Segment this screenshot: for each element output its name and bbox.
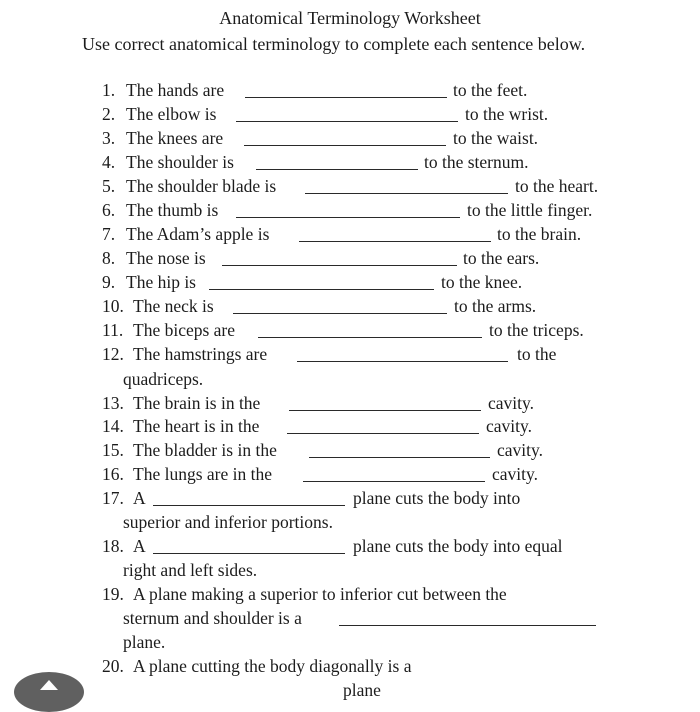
item-continuation: plane xyxy=(343,680,381,700)
answer-blank[interactable] xyxy=(258,337,482,338)
item-number: 5. xyxy=(102,176,116,196)
item-number: 10. xyxy=(102,296,124,316)
answer-blank[interactable] xyxy=(233,313,447,314)
item-text-after: to the wrist. xyxy=(465,104,549,124)
item-text-after: to the heart. xyxy=(515,176,599,196)
item-text: A plane making a superior to inferior cut between the xyxy=(133,584,507,604)
answer-blank[interactable] xyxy=(236,121,458,122)
item-text-after: cavity. xyxy=(492,464,538,484)
item-text: The Adam’s apple is xyxy=(126,224,270,244)
scroll-up-icon[interactable] xyxy=(14,672,84,712)
item-number: 13. xyxy=(102,393,124,413)
item-text-after: plane cuts the body into equal xyxy=(353,536,563,556)
item-number: 19. xyxy=(102,584,124,604)
answer-blank[interactable] xyxy=(153,505,345,506)
answer-blank[interactable] xyxy=(236,217,460,218)
item-text-after: to the ears. xyxy=(463,248,540,268)
item-number: 18. xyxy=(102,536,124,556)
answer-blank[interactable] xyxy=(244,145,446,146)
item-number: 12. xyxy=(102,344,124,364)
answer-blank[interactable] xyxy=(299,241,491,242)
item-text-after: to the xyxy=(517,344,557,364)
item-text-after: to the knee. xyxy=(441,272,523,292)
item-text: The hip is xyxy=(126,272,196,292)
answer-blank[interactable] xyxy=(339,625,596,626)
item-continuation: plane. xyxy=(123,632,166,652)
item-text: The lungs are in the xyxy=(133,464,272,484)
item-number: 9. xyxy=(102,272,116,292)
item-number: 17. xyxy=(102,488,124,508)
item-number: 4. xyxy=(102,152,116,172)
item-text: The biceps are xyxy=(133,320,236,340)
item-text-after: cavity. xyxy=(497,440,543,460)
item-text: The heart is in the xyxy=(133,416,260,436)
item-number: 3. xyxy=(102,128,116,148)
item-number: 8. xyxy=(102,248,116,268)
item-text-after: cavity. xyxy=(488,393,534,413)
answer-blank[interactable] xyxy=(222,265,457,266)
item-text: The thumb is xyxy=(126,200,219,220)
item-text: The knees are xyxy=(126,128,224,148)
worksheet-title: Anatomical Terminology Worksheet xyxy=(219,8,481,28)
item-text-line2: sternum and shoulder is a xyxy=(123,608,302,628)
item-text-after: to the sternum. xyxy=(424,152,529,172)
answer-blank[interactable] xyxy=(287,433,479,434)
item-continuation: superior and inferior portions. xyxy=(123,512,333,532)
answer-blank[interactable] xyxy=(209,289,434,290)
answer-blank[interactable] xyxy=(289,410,481,411)
item-text: A xyxy=(133,488,146,508)
item-number: 1. xyxy=(102,80,116,100)
item-text: The shoulder is xyxy=(126,152,234,172)
item-text-after: plane cuts the body into xyxy=(353,488,521,508)
answer-blank[interactable] xyxy=(297,361,508,362)
item-text-after: cavity. xyxy=(486,416,532,436)
answer-blank[interactable] xyxy=(303,481,485,482)
worksheet-instructions: Use correct anatomical terminology to complete each sentence below. xyxy=(82,34,586,54)
item-text: The hands are xyxy=(126,80,225,100)
item-text: A xyxy=(133,536,146,556)
item-number: 15. xyxy=(102,440,124,460)
item-number: 6. xyxy=(102,200,116,220)
item-text: The nose is xyxy=(126,248,206,268)
item-text: The elbow is xyxy=(126,104,217,124)
item-text: A plane cutting the body diagonally is a xyxy=(133,656,412,676)
item-number: 14. xyxy=(102,416,124,436)
item-text: The shoulder blade is xyxy=(126,176,277,196)
answer-blank[interactable] xyxy=(245,97,447,98)
item-text-after: to the brain. xyxy=(497,224,582,244)
item-text: The bladder is in the xyxy=(133,440,277,460)
item-continuation: right and left sides. xyxy=(123,560,258,580)
item-text-after: to the feet. xyxy=(453,80,528,100)
item-number: 11. xyxy=(102,320,124,340)
item-text: The hamstrings are xyxy=(133,344,268,364)
item-number: 20. xyxy=(102,656,124,676)
item-text-after: to the waist. xyxy=(453,128,539,148)
answer-blank[interactable] xyxy=(309,457,490,458)
item-text: The neck is xyxy=(133,296,214,316)
item-text-after: to the arms. xyxy=(454,296,537,316)
item-text-after: to the little finger. xyxy=(467,200,593,220)
item-number: 2. xyxy=(102,104,116,124)
answer-blank[interactable] xyxy=(256,169,418,170)
item-number: 16. xyxy=(102,464,124,484)
item-text: The brain is in the xyxy=(133,393,261,413)
answer-blank[interactable] xyxy=(153,553,345,554)
item-continuation: quadriceps. xyxy=(123,369,204,389)
answer-blank[interactable] xyxy=(305,193,508,194)
item-text-after: to the triceps. xyxy=(489,320,584,340)
item-number: 7. xyxy=(102,224,116,244)
